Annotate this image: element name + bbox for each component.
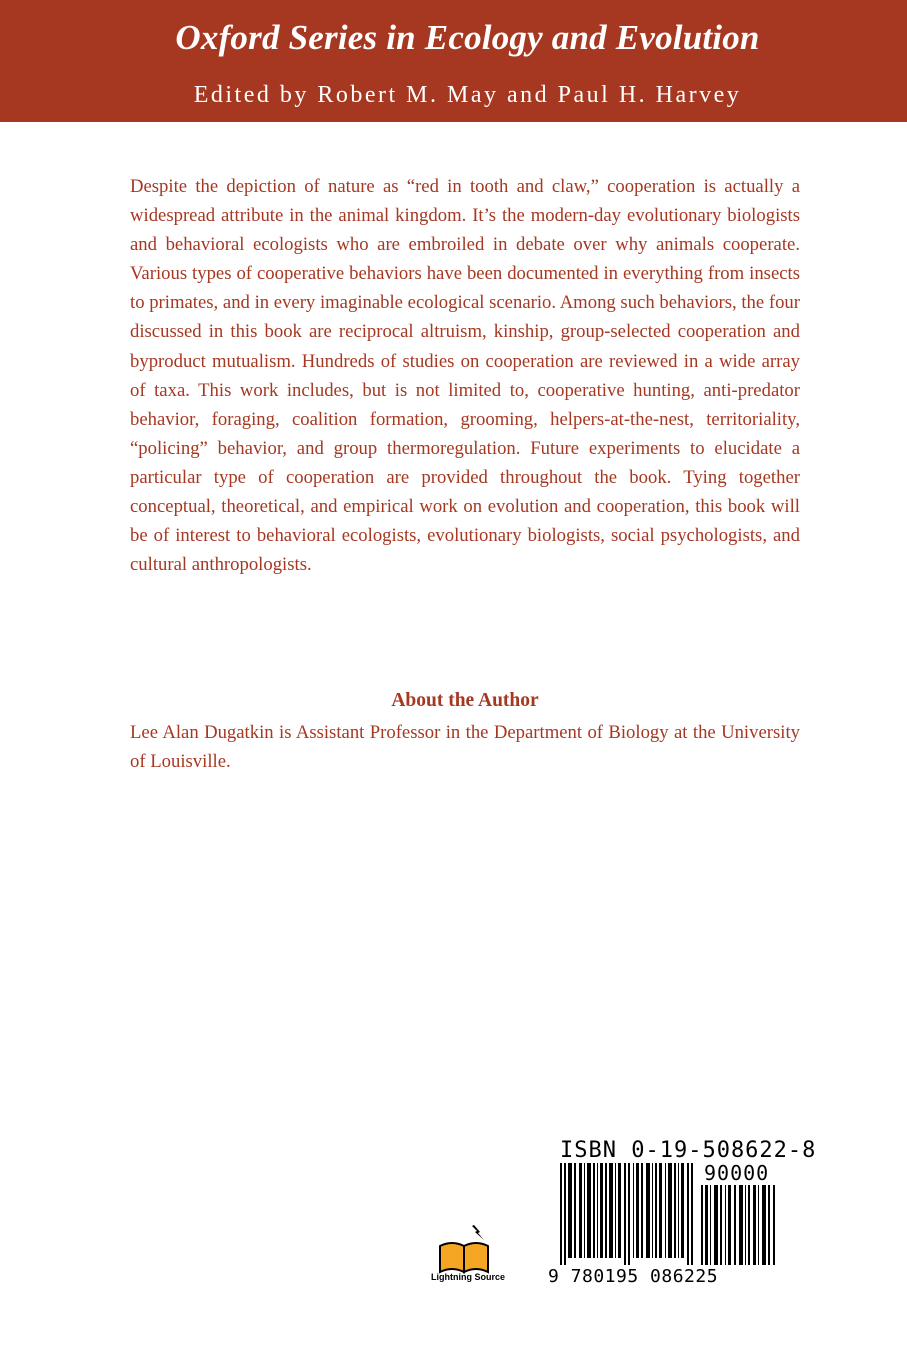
series-banner — [0, 0, 907, 122]
author-bio: Lee Alan Dugatkin is Assistant Professor in the Department of Biology at the University of Louisville. — [130, 722, 800, 773]
price-barcode — [701, 1185, 777, 1265]
isbn-label: ISBN 0-19-508622-8 — [560, 1138, 817, 1163]
price-code: 90000 — [704, 1161, 770, 1185]
series-title: Oxford Series in Ecology and Evolution — [175, 18, 760, 57]
publisher-logo-name: Lightning Source — [431, 1272, 505, 1282]
book-blurb: Despite the depiction of nature as “red in tooth and claw,” cooperation is actually a widespread attribute in the animal kingdom. It’s the modern-day evolutionary biologists and behavioral ecologists who are embroiled in debate over why animals cooperate. Various types of cooperative behaviors have been documented in everything from insects to primates, and in every imaginable ecological scenario. Among such behaviors, the four discussed in this book are reciprocal altruism, kinship, group-selected cooperation and byproduct mutualism. Hundreds of studies on cooperation are reviewed in a wide array of taxa. This work includes, but is not limited to, cooperative hunting, anti-predator behavior, foraging, coalition formation, grooming, helpers-at-the-nest, territoriality, “policing” behavior, and group thermoregulation. Future experiments to elucidate a particular type of cooperation are provided throughout the book. Tying together conceptual, theoretical, and empirical work on evolution and cooperation, this book will be of interest to behavioral ecologists, evolutionary biologists, social psychologists, and cultural anthropologists. — [130, 176, 800, 576]
author-heading: About the Author — [391, 690, 539, 711]
ean-barcode — [560, 1163, 695, 1265]
series-editors: Edited by Robert M. May and Paul H. Harvey — [193, 82, 742, 108]
ean-digits: 9 780195 086225 — [548, 1266, 719, 1287]
